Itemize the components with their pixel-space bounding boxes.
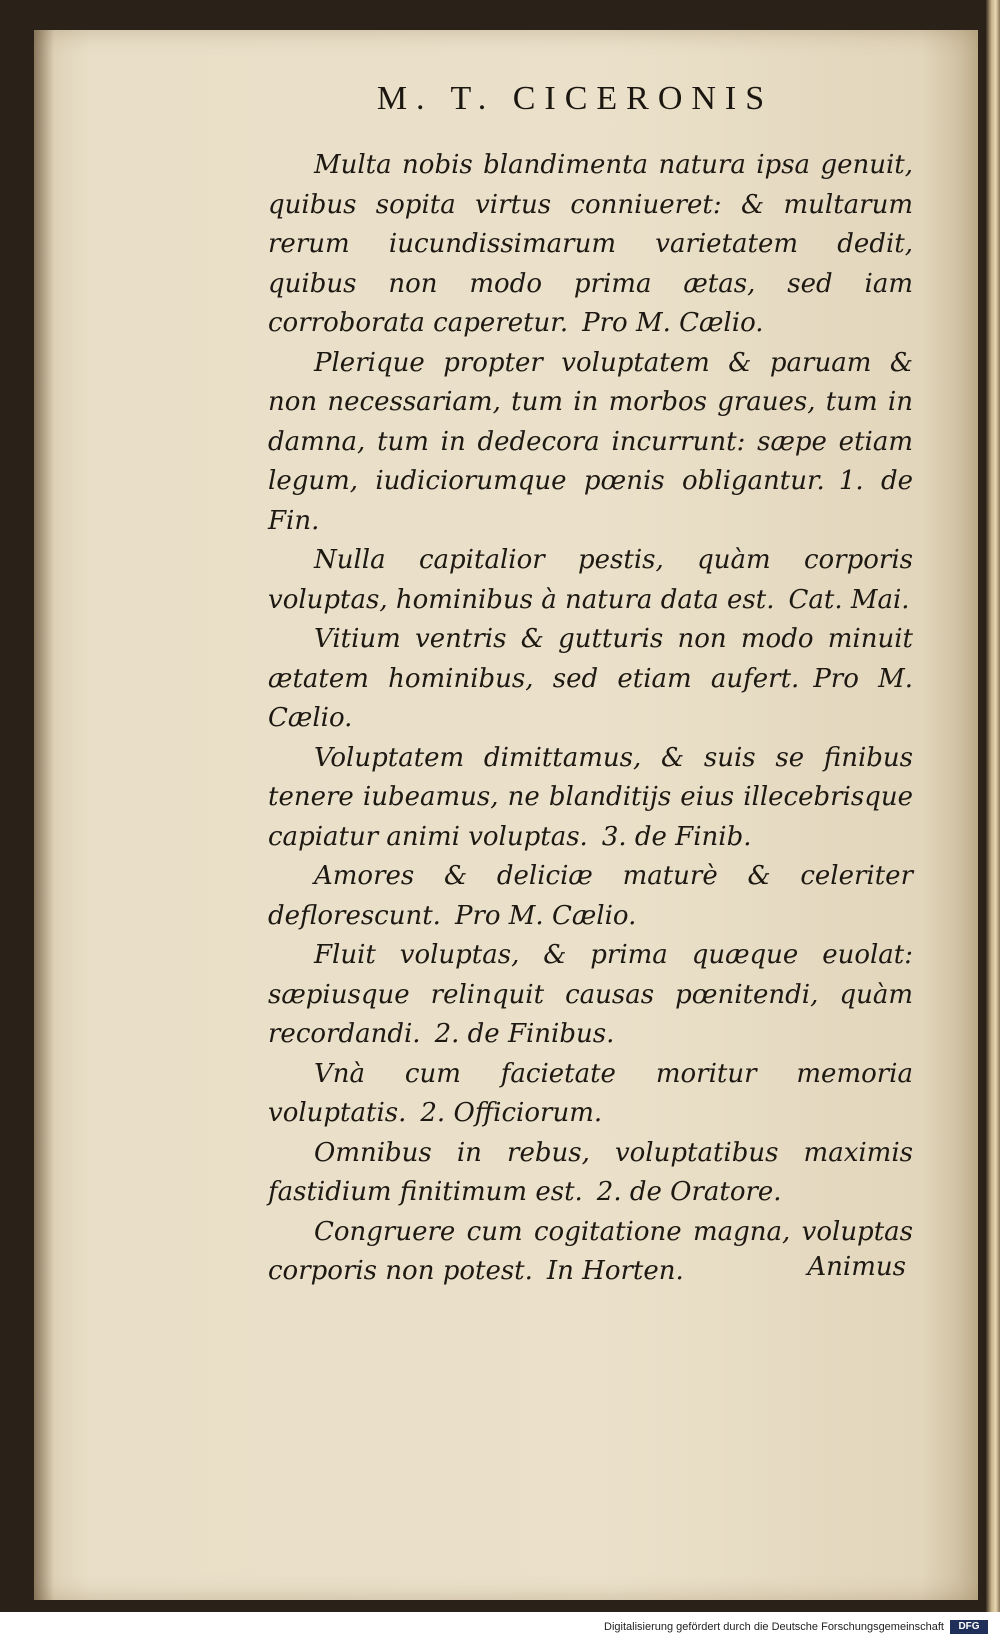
quotation-paragraph xyxy=(268,857,913,936)
quotation-source: 2. de Finibus. xyxy=(434,1019,615,1049)
quotation-text xyxy=(268,146,913,1292)
quotation: Omnibus in rebus, voluptatibus maximis fastidium finitimum est. xyxy=(268,1137,913,1207)
quotation: Voluptatem dimittamus, & suis se finibus tenere iubeamus, ne blanditijs eius illecebrisque capiatur animi voluptas. xyxy=(268,742,913,852)
quotation: Nulla capitalior pestis, quàm corporis voluptas, hominibus à natura data est. xyxy=(268,545,913,615)
footer-bar xyxy=(0,1612,1000,1642)
quotation: Multa nobis blandimenta natura ipsa genuit, quibus sopita virtus conniueret: & multarum rerum iucundissimarum varietatem dedit, quibus non modo prima ætas, sed iam corroborata caperetur. xyxy=(268,150,913,338)
page-edge xyxy=(986,0,1000,1612)
dfg-logo: DFG xyxy=(950,1620,988,1634)
quotation-paragraph xyxy=(268,541,913,620)
quotation-source: 1. de Fin. xyxy=(268,466,913,536)
quotation-paragraph xyxy=(268,739,913,858)
quotation-paragraph xyxy=(268,146,913,344)
quotation-source: Pro M. Cælio. xyxy=(268,663,914,733)
gutter-shadow xyxy=(34,30,54,1600)
quotation-paragraph xyxy=(268,1055,913,1134)
quotation-paragraph xyxy=(268,620,913,739)
running-head: M. T. CICERONIS xyxy=(376,80,774,117)
quotation-paragraph xyxy=(268,344,913,542)
quotation-paragraph xyxy=(268,936,913,1055)
quotation-source: 2. de Oratore. xyxy=(596,1177,782,1207)
quotation: Plerique propter voluptatem & paruam & non necessariam, tum in morbos graues, tum in damna, tum in dedecora incurrunt: sæpe etiam legum, iudiciorumque pœnis obligantur. xyxy=(268,347,913,496)
quotation-source: Cat. Mai. xyxy=(788,584,910,615)
catchword: Animus xyxy=(807,1252,906,1282)
quotation-source: In Horten. xyxy=(546,1256,684,1286)
quotation-source: 3. de Finib. xyxy=(601,821,752,852)
quotation: Fluit voluptas, & prima quæque euolat: sæpiusque relinquit causas pœnitendi, quàm recordandi. xyxy=(268,940,913,1049)
funding-credit: Digitalisierung gefördert durch die Deutsche Forschungsgemeinschaft xyxy=(604,1621,944,1633)
quotation-source: Pro M. Cælio. xyxy=(582,308,764,338)
quotation: Congruere cum cogitatione magna, voluptas corporis non potest. xyxy=(268,1216,913,1286)
quotation: Vnà cum facietate moritur memoria voluptatis. xyxy=(268,1058,913,1128)
quotation: Amores & deliciæ maturè & celeriter deflorescunt. xyxy=(268,861,913,931)
quotation-source: 2. Officiorum. xyxy=(420,1098,603,1128)
quotation-paragraph xyxy=(268,1134,913,1213)
quotation: Vitium ventris & gutturis non modo minuit ætatem hominibus, sed etiam aufert. xyxy=(268,624,913,694)
quotation-source: Pro M. Cælio. xyxy=(454,900,637,931)
